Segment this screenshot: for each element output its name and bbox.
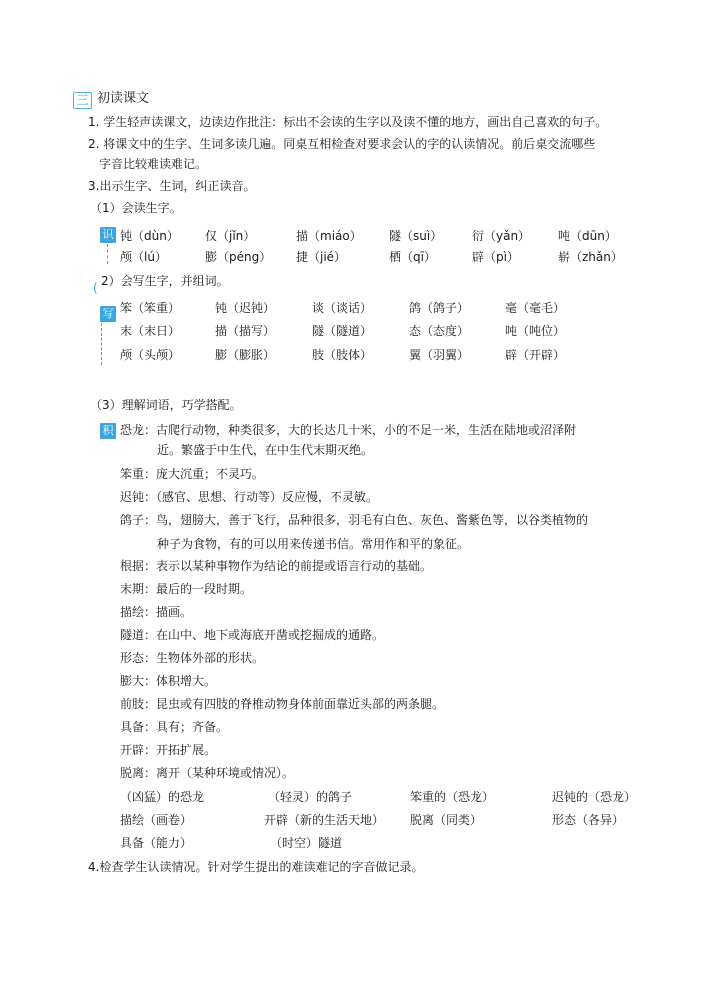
write-char: 吨（吨位） <box>505 324 566 338</box>
vocab-item: 前肢：昆虫或有四肢的脊椎动物身体前面靠近头部的两条腿。 <box>120 697 445 711</box>
read-char: 颅（lú） <box>120 250 167 264</box>
read-char: 崭（zhǎn） <box>558 250 623 264</box>
write-char: 描（描写） <box>215 324 276 338</box>
match-item: 脱离（同类） <box>410 813 483 827</box>
vocab-item: 恐龙：古爬行动物，种类很多，大的长达几十米，小的不足一米，生活在陆地或沼泽附 <box>120 423 577 437</box>
vocab-item: 具备：具有；齐备。 <box>120 720 229 734</box>
vocab-item: 脱离：离开（某种环境或情况）。 <box>120 766 295 780</box>
vocab-item-cont: 近。繁盛于中生代，在中生代末期灭绝。 <box>157 443 374 457</box>
write-char: 谈（谈话） <box>312 301 373 315</box>
read-char: 捷（jié） <box>296 250 347 264</box>
vocab-item: 根据：表示以某种事物作为结论的前提或语言行动的基础。 <box>120 559 433 573</box>
step-1: 1. 学生轻声读课文，边读边作批注：标出不会读的生字以及读不懂的地方，画出自己喜欢的句子。 <box>88 115 608 129</box>
step-3: 3.出示生字、生词，纠正读音。 <box>88 179 256 193</box>
read-tag: 识 <box>100 227 116 243</box>
write-char: 颅（头颅） <box>120 348 181 362</box>
write-heading-paren: ( <box>93 281 98 295</box>
vocab-item: 描绘：描画。 <box>120 605 193 619</box>
read-char: 钝（dùn） <box>120 229 179 243</box>
write-char: 钝（迟钝） <box>215 301 276 315</box>
vocab-tag: 积 <box>100 423 116 439</box>
section-number-badge: 三 <box>73 92 92 109</box>
match-item: 具备（能力） <box>120 836 193 850</box>
write-char: 鸽（鸽子） <box>409 301 470 315</box>
match-item: （轻灵）的鸽子 <box>268 790 353 804</box>
vocab-heading: （3）理解词语，巧学搭配。 <box>90 398 242 412</box>
write-heading: 2）会写生字，并组词。 <box>101 274 229 288</box>
read-char: 吨（dūn） <box>558 229 617 243</box>
vocab-item: 隧道：在山中、地下或海底开凿或挖掘成的通路。 <box>120 628 385 642</box>
match-item: （凶猛）的恐龙 <box>120 790 205 804</box>
match-item: 迟钝的（恐龙） <box>552 790 637 804</box>
write-char: 肢（肢体） <box>312 348 373 362</box>
write-char: 末（末日） <box>120 324 181 338</box>
vocab-item: 开辟：开拓扩展。 <box>120 743 217 757</box>
match-item: （时空）隧道 <box>270 836 343 850</box>
read-char: 衍（yǎn） <box>472 229 531 243</box>
step-2-line-1: 2. 将课文中的生字、生词多读几遍。同桌互相检查对要求会认的字的认读情况。前后桌交流哪些 <box>88 137 596 151</box>
vocab-item: 笨重：庞大沉重；不灵巧。 <box>120 467 265 481</box>
read-char: 描（miáo） <box>296 229 362 243</box>
write-dash-line <box>101 323 102 365</box>
read-char: 栖（qī） <box>389 250 436 264</box>
write-char: 翼（羽翼） <box>409 348 470 362</box>
write-char: 笨（笨重） <box>120 301 181 315</box>
step-4: 4.检查学生认读情况。针对学生提出的难读难记的字音做记录。 <box>88 860 424 874</box>
write-tag: 写 <box>100 306 116 322</box>
read-char: 膨（péng） <box>205 250 272 264</box>
vocab-item: 鸽子：鸟，翅膀大，善于飞行，品种很多，羽毛有白色、灰色、酱紫色等，以谷类植物的 <box>120 513 589 527</box>
write-char: 隧（隧道） <box>312 324 373 338</box>
vocab-item: 形态：生物体外部的形状。 <box>120 651 265 665</box>
vocab-item: 膨大：体积增大。 <box>120 674 217 688</box>
read-char: 仅（jǐn） <box>205 229 256 243</box>
read-heading: （1）会读生字。 <box>90 201 182 215</box>
vocab-item: 末期：最后的一段时期。 <box>120 582 253 596</box>
read-char: 隧（suì） <box>389 229 443 243</box>
match-item: 开辟（新的生活天地） <box>264 813 385 827</box>
write-char: 膨（膨胀） <box>215 348 276 362</box>
write-char: 毫（毫毛） <box>505 301 566 315</box>
step-2-line-2: 字音比较难读难记。 <box>99 157 208 171</box>
match-item: 描绘（画卷） <box>120 813 193 827</box>
match-item: 形态（各异） <box>552 813 625 827</box>
vocab-item-cont: 种子为食物，有的可以用来传递书信。常用作和平的象征。 <box>157 537 470 551</box>
read-char: 辟（pì） <box>472 250 519 264</box>
read-dash-line <box>107 244 108 264</box>
section-title: 初读课文 <box>97 91 150 106</box>
match-item: 笨重的（恐龙） <box>410 790 495 804</box>
vocab-item: 迟钝：（感官、思想、行动等）反应慢，不灵敏。 <box>120 490 379 504</box>
write-char: 态（态度） <box>409 324 470 338</box>
write-char: 辟（开辟） <box>505 348 566 362</box>
